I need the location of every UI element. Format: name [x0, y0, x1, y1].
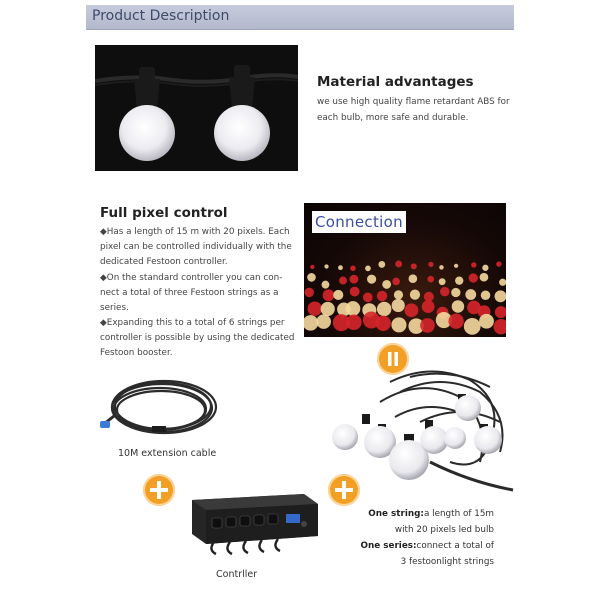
bokeh-light: [405, 303, 419, 317]
pixel-line-5: nect a total of three Festoon strings as a: [100, 288, 279, 298]
bokeh-light: [395, 261, 402, 268]
bokeh-light: [321, 281, 329, 289]
bokeh-light: [377, 291, 387, 301]
bokeh-light: [391, 317, 406, 332]
pixel-line-6: series.: [100, 303, 129, 313]
spec-string-text1: a length of 15m: [423, 509, 494, 519]
controller-caption: Contrller: [216, 569, 258, 580]
controller-image: [186, 490, 322, 562]
bokeh-light: [324, 264, 328, 268]
material-text-line2: each bulb, more safe and durable.: [317, 113, 469, 123]
bokeh-light: [394, 290, 403, 299]
bokeh-light: [469, 273, 478, 282]
bokeh-light: [439, 265, 443, 269]
bokeh-light: [392, 278, 400, 286]
string-bulb-6: [474, 424, 502, 454]
section-header: [86, 5, 514, 30]
bokeh-light: [382, 280, 391, 289]
bokeh-light: [304, 315, 318, 331]
bokeh-light: [464, 318, 481, 335]
pixel-line-1: ◆Has a length of 15 m with 20 pixels. Each: [100, 227, 290, 237]
string-bulb-5: [455, 394, 481, 421]
bokeh-light: [308, 301, 322, 315]
bokeh-light: [411, 263, 417, 269]
spec-series-text1: connect a total of: [416, 541, 494, 551]
material-title: Material advantages: [317, 74, 474, 90]
bokeh-light: [307, 273, 316, 282]
bokeh-light: [339, 277, 347, 285]
pixel-line-3: dedicated Festoon controller.: [100, 257, 228, 267]
connection-photo: [304, 203, 506, 337]
bokeh-light: [439, 278, 446, 285]
bokeh-light: [321, 302, 335, 316]
bokeh-light: [482, 265, 488, 271]
material-text-line1: we use high quality flame retardant ABS for: [317, 97, 510, 107]
pixel-line-4: ◆On the standard controller you can con-: [100, 273, 283, 283]
bokeh-light: [409, 274, 418, 283]
bokeh-light: [375, 316, 390, 331]
spec-series-text2: 3 festoonlight strings: [400, 557, 494, 567]
connection-label: Connection: [312, 211, 406, 233]
bokeh-light: [448, 314, 463, 329]
bokeh-light: [378, 261, 385, 268]
bokeh-light: [480, 273, 489, 282]
cable-caption: 10M extension cable: [118, 448, 217, 459]
bokeh-light: [346, 314, 362, 330]
bokeh-light: [350, 275, 359, 284]
bokeh-light: [481, 290, 491, 300]
bokeh-light: [495, 290, 506, 302]
bokeh-light: [392, 299, 405, 312]
bokeh-light: [454, 264, 458, 268]
festoon-string-image: [330, 362, 515, 492]
bokeh-light: [452, 300, 464, 312]
bokeh-light: [424, 292, 434, 302]
pixel-line-9: Festoon booster.: [100, 348, 173, 358]
spec-string-text2: with 20 pixels led bulb: [394, 525, 494, 535]
section-title: Product Description: [92, 8, 230, 24]
spec-series-label: One series:: [360, 541, 417, 551]
string-bulb-7: [444, 427, 466, 449]
bulbs-photo: [95, 45, 298, 171]
pixel-line-8: controller is possible by using the dedicated: [100, 333, 295, 343]
extension-cable-image: [100, 372, 220, 448]
bokeh-light: [428, 262, 433, 267]
spec-string-line1: [368, 507, 494, 523]
bokeh-light: [333, 290, 343, 300]
bokeh-light: [367, 275, 376, 284]
bokeh-light: [350, 287, 360, 297]
bokeh-light: [422, 300, 435, 313]
bokeh-light: [316, 314, 331, 329]
bokeh-light: [310, 265, 314, 269]
bokeh-light: [377, 302, 391, 316]
pixel-line-7: ◆Expanding this to a total of 6 strings per: [100, 318, 285, 328]
bokeh-light: [410, 290, 420, 300]
bokeh-light: [440, 287, 449, 296]
bokeh-light: [471, 262, 476, 267]
bokeh-light: [323, 289, 335, 301]
spec-series-line1: [361, 539, 495, 555]
bokeh-light: [350, 266, 355, 271]
bokeh-light: [365, 266, 371, 272]
bokeh-light: [305, 288, 314, 297]
bokeh-light: [495, 306, 506, 318]
bokeh-light: [493, 319, 506, 334]
bokeh-light: [451, 288, 460, 297]
bokeh-light: [465, 289, 476, 300]
pixel-title: Full pixel control: [100, 205, 228, 221]
bokeh-light: [496, 261, 501, 266]
bokeh-light: [455, 276, 463, 284]
bokeh-light: [346, 301, 361, 316]
bokeh-light: [363, 292, 373, 302]
string-bulb-4: [420, 420, 448, 454]
bokeh-light: [479, 314, 494, 329]
pixel-line-2: pixel can be controlled individually with the: [100, 242, 292, 252]
bokeh-light: [499, 279, 506, 286]
plus-icon-left: [143, 474, 175, 506]
bokeh-light: [420, 318, 435, 333]
bokeh-light: [427, 276, 434, 283]
spec-string-label: One string:: [368, 509, 424, 519]
bokeh-light: [338, 265, 343, 270]
